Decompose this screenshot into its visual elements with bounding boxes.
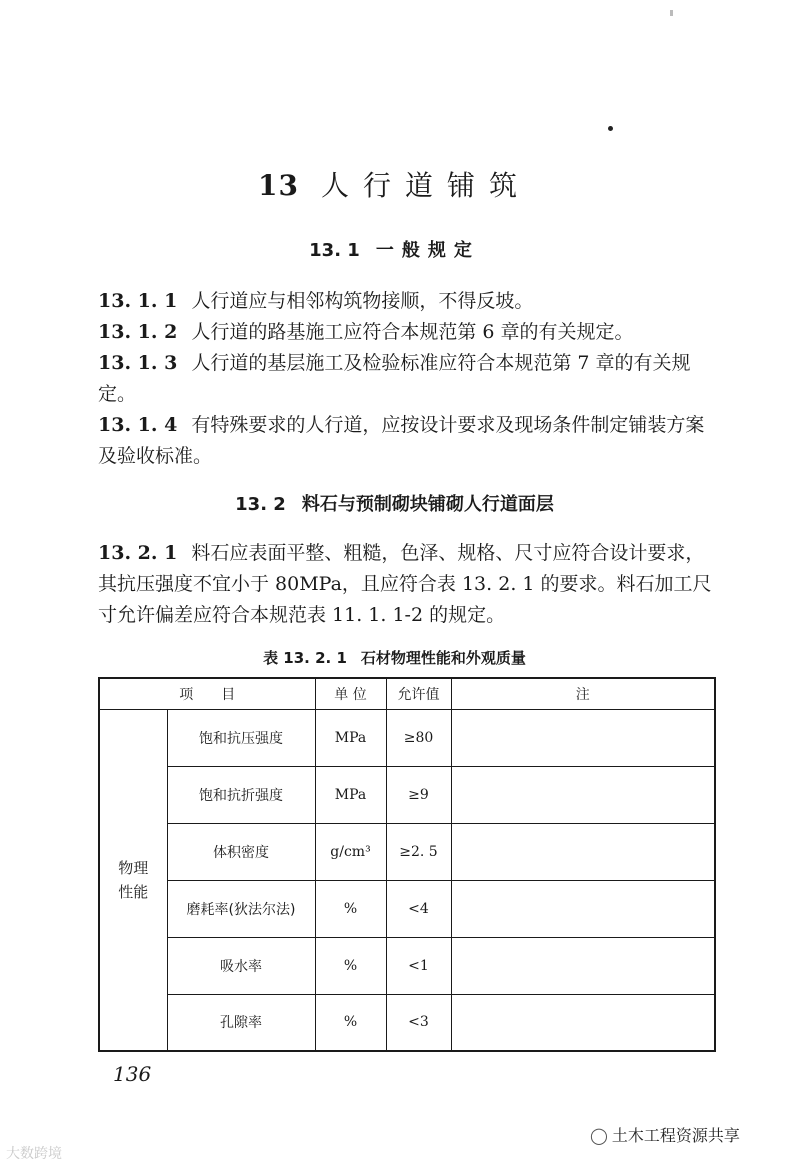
section-number: 13. 1 (309, 240, 360, 261)
clause-text: 料石应表面平整、粗糙，色泽、规格、尺寸应符合设计要求，其抗压强度不宜小于 80MPa，且应符合表 13. 2. 1 的要求。料石加工尺寸允许偏差应符合本规范表 11. 1. 1-2 的规定。 (98, 542, 712, 626)
section-number: 13. 2 (235, 494, 286, 515)
watermark-left (6, 1143, 62, 1163)
page-number: 136 (113, 1062, 152, 1086)
note-cell (451, 880, 715, 937)
section-title: 料石与预制砌块铺砌人行道面层 (301, 494, 554, 515)
item-cell: 孔隙率 (167, 994, 315, 1051)
clause-13-2-1 (98, 538, 718, 631)
clause-number: 13. 1. 4 (98, 414, 178, 436)
category-line-2: 性能 (118, 882, 149, 901)
clause-number: 13. 2. 1 (98, 542, 178, 564)
allowed-cell: ≥80 (386, 709, 451, 766)
chapter-number: 13 (258, 169, 299, 202)
clause-13-1-3 (98, 348, 718, 410)
header-note: 注 (451, 678, 715, 709)
clause-text: 人行道的基层施工及检验标准应符合本规范第 7 章的有关规定。 (98, 352, 691, 405)
unit-cell: % (315, 880, 386, 937)
table-caption-number: 表 13. 2. 1 (263, 649, 347, 667)
wechat-icon: ◯ (590, 1126, 608, 1145)
clause-13-1-4 (98, 410, 718, 472)
item-cell: 饱和抗压强度 (167, 709, 315, 766)
category-cell (99, 709, 167, 1051)
section-title: 一般规定 (375, 240, 480, 261)
note-cell (451, 937, 715, 994)
watermark-right-text: 土木工程资源共享 (611, 1126, 740, 1145)
watermark-left-text: 大数跨境 (6, 1146, 62, 1162)
clause-text: 人行道的路基施工应符合本规范第 6 章的有关规定。 (191, 321, 634, 343)
watermark-right (590, 1123, 740, 1146)
note-cell (451, 709, 715, 766)
clause-text: 人行道应与相邻构筑物接顺，不得反坡。 (191, 290, 534, 312)
table-row (99, 709, 715, 766)
table-header-row (99, 678, 715, 709)
section-heading-13-2 (0, 490, 789, 516)
table-row (99, 823, 715, 880)
scan-mark (670, 10, 673, 16)
note-cell (451, 766, 715, 823)
section-heading-13-1 (0, 236, 789, 262)
item-cell: 磨耗率(狄法尔法) (167, 880, 315, 937)
allowed-cell: ≥2. 5 (386, 823, 451, 880)
header-allowed: 允许值 (386, 678, 451, 709)
allowed-cell: <4 (386, 880, 451, 937)
note-cell (451, 994, 715, 1051)
item-cell: 吸水率 (167, 937, 315, 994)
chapter-heading (0, 164, 789, 204)
table-row (99, 880, 715, 937)
table-row (99, 994, 715, 1051)
category-line-1: 物理 (118, 858, 149, 877)
clause-number: 13. 1. 2 (98, 321, 178, 343)
table-row (99, 766, 715, 823)
chapter-title: 人行道铺筑 (320, 169, 531, 202)
clause-number: 13. 1. 1 (98, 290, 178, 312)
scan-dot (608, 126, 613, 131)
note-cell (451, 823, 715, 880)
unit-cell: % (315, 937, 386, 994)
unit-cell: MPa (315, 766, 386, 823)
table-row (99, 937, 715, 994)
unit-cell: MPa (315, 709, 386, 766)
allowed-cell: <3 (386, 994, 451, 1051)
clause-13-1-2 (98, 317, 718, 348)
table-caption (0, 647, 789, 668)
item-cell: 体积密度 (167, 823, 315, 880)
clause-text: 有特殊要求的人行道，应按设计要求及现场条件制定铺装方案及验收标准。 (98, 414, 705, 467)
clause-13-1-1 (98, 286, 718, 317)
allowed-cell: ≥9 (386, 766, 451, 823)
item-cell: 饱和抗折强度 (167, 766, 315, 823)
stone-properties-table (98, 677, 716, 1052)
unit-cell: g/cm³ (315, 823, 386, 880)
unit-cell: % (315, 994, 386, 1051)
allowed-cell: <1 (386, 937, 451, 994)
table-caption-title: 石材物理性能和外观质量 (360, 649, 526, 667)
clause-number: 13. 1. 3 (98, 352, 178, 374)
header-item: 项 目 (99, 678, 315, 709)
header-unit: 单 位 (315, 678, 386, 709)
